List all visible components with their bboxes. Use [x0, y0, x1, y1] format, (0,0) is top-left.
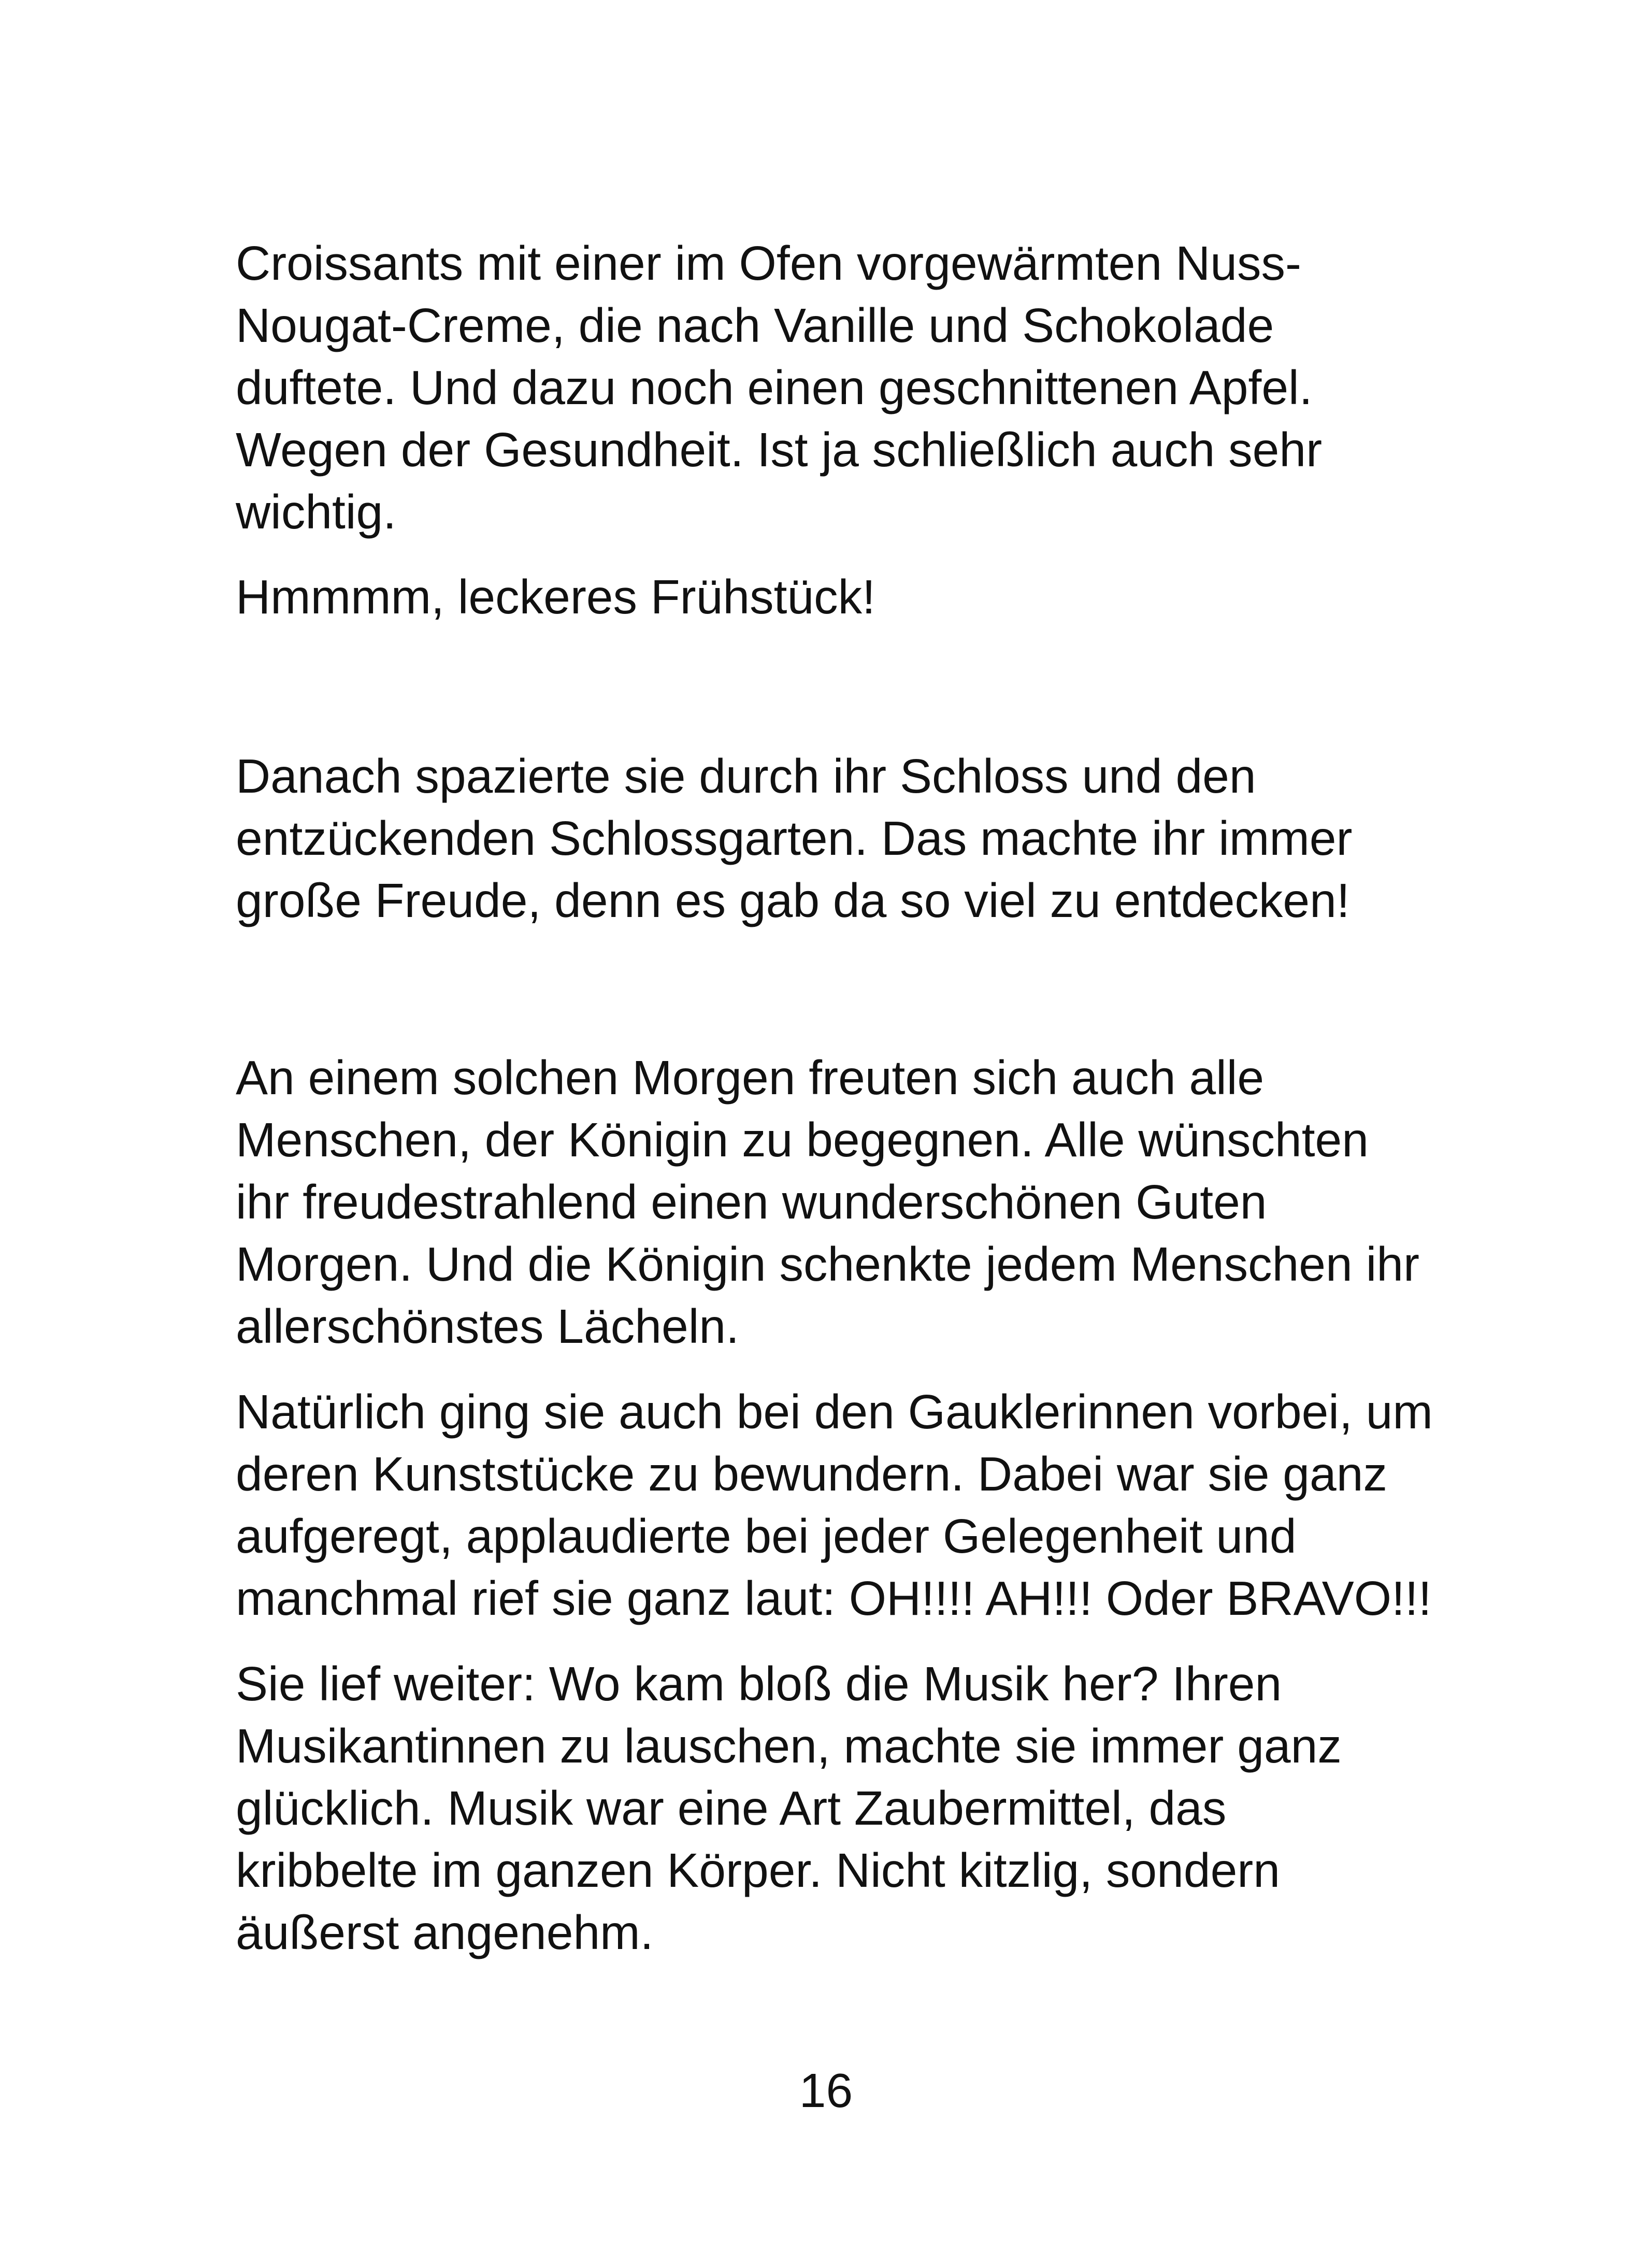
text-line: glücklich. Musik war eine Art Zaubermittel, das [236, 1781, 1227, 1835]
paragraph-jugglers [236, 1381, 1433, 1629]
text-line: große Freude, denn es gab da so viel zu entdecken! [236, 873, 1350, 927]
text-line: Sie lief weiter: Wo kam bloß die Musik her? Ihren [236, 1657, 1282, 1711]
paragraph-music [236, 1653, 1342, 1964]
paragraph-walk [236, 745, 1352, 932]
text-line: Natürlich ging sie auch bei den Gauklerinnen vorbei, um [236, 1385, 1433, 1439]
text-line: aufgeregt, applaudierte bei jeder Gelegenheit und [236, 1509, 1297, 1563]
text-line: Croissants mit einer im Ofen vorgewärmten Nuss- [236, 236, 1301, 290]
text-line: duftete. Und dazu noch einen geschnittenen Apfel. [236, 361, 1313, 414]
text-line: Danach spazierte sie durch ihr Schloss und den [236, 749, 1256, 803]
text-line: manchmal rief sie ganz laut: OH!!!! AH!!! Oder BRAVO!!! [236, 1571, 1432, 1625]
text-line: äußerst angenehm. [236, 1905, 654, 1959]
paragraph-exclamation [236, 566, 875, 628]
text-line: entzückenden Schlossgarten. Das machte ihr immer [236, 811, 1353, 865]
text-line: Morgen. Und die Königin schenkte jedem Menschen ihr [236, 1237, 1419, 1291]
text-line: deren Kunststücke zu bewundern. Dabei war sie ganz [236, 1447, 1387, 1501]
text-line: kribbelte im ganzen Körper. Nicht kitzlig, sondern [236, 1843, 1280, 1897]
text-line: wichtig. [236, 485, 397, 539]
paragraph-breakfast [236, 232, 1322, 543]
text-line: Menschen, der Königin zu begegnen. Alle wünschten [236, 1113, 1369, 1167]
text-line: allerschönstes Lächeln. [236, 1299, 739, 1353]
text-line: Nougat-Creme, die nach Vanille und Schokolade [236, 298, 1274, 352]
text-line: Musikantinnen zu lauschen, machte sie immer ganz [236, 1719, 1342, 1773]
text-line: Wegen der Gesundheit. Ist ja schließlich auch sehr [236, 423, 1323, 477]
paragraph-morning [236, 1047, 1419, 1357]
page-number: 16 [799, 2064, 853, 2117]
text-line: ihr freudestrahlend einen wunderschönen Guten [236, 1175, 1267, 1229]
text-line: An einem solchen Morgen freuten sich auch alle [236, 1051, 1265, 1105]
text-line: Hmmmm, leckeres Frühstück! [236, 570, 875, 624]
